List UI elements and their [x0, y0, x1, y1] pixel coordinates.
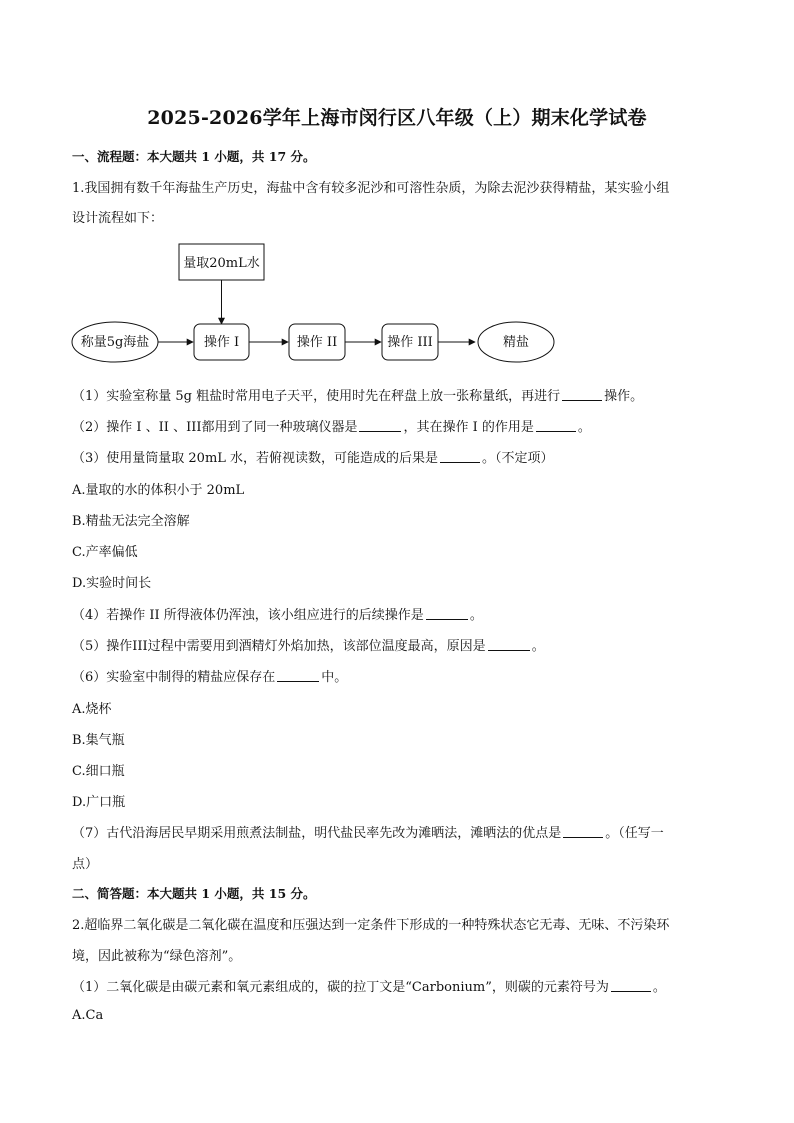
option-d: D.实验时间长: [72, 576, 152, 591]
flow-start-node: [72, 322, 158, 362]
flow-op2-label: 操作 II: [296, 335, 338, 350]
flow-start-label: 称量5g海盐: [80, 335, 150, 350]
answer-blank[interactable]: [359, 419, 401, 432]
flow-op3-label: 操作 III: [387, 335, 433, 350]
flow-end-node: [478, 322, 554, 362]
question-1-part-6: （6）实验室中制得的精盐应保存在 中。: [72, 670, 348, 685]
flow-end-label: 精盐: [502, 335, 530, 350]
answer-blank[interactable]: [562, 388, 602, 401]
question-2-part-1: （1）二氧化碳是由碳元素和氧元素组成的，碳的拉丁文是“Carbonium”，则碳的元素符号为 。: [72, 980, 666, 995]
answer-blank[interactable]: [277, 669, 319, 682]
section-header-2: 二、简答题：本大题共 1 小题，共 15 分。: [72, 886, 316, 901]
answer-blank[interactable]: [426, 607, 468, 620]
question-1-part-1: （1）实验室称量 5g 粗盐时常用电子天平，使用时先在秤盘上放一张称量纸，再进行 操作。: [72, 389, 644, 404]
question-1-part-4: （4）若操作 II 所得液体仍浑浊，该小组应进行的后续操作是 。: [72, 608, 483, 623]
option-b: B.精盐无法完全溶解: [72, 514, 190, 529]
question-1-part-3: （3）使用量筒量取 20mL 水，若俯视读数，可能造成的后果是 。（不定项）: [72, 451, 554, 466]
question-2-intro-line-2: 境，因此被称为“绿色溶剂”。: [72, 949, 242, 964]
question-1-intro-line-1: 1.我国拥有数千年海盐生产历史，海盐中含有较多泥沙和可溶性杂质，为除去泥沙获得精盐，某实验小组: [72, 181, 670, 196]
question-1-part-7: （7）古代沿海居民早期采用煎煮法制盐，明代盐民率先改为滩晒法，滩晒法的优点是 。（任写一: [72, 826, 664, 841]
flow-op1-label: 操作 I: [203, 335, 240, 350]
page-title: 2025-2026学年上海市闵行区八年级（上）期末化学试卷: [147, 107, 647, 129]
answer-blank[interactable]: [488, 638, 530, 651]
option-d: D.广口瓶: [72, 795, 126, 810]
answer-blank[interactable]: [563, 825, 603, 838]
question-1-part-5: （5）操作III过程中需要用到酒精灯外焰加热，该部位温度最高，原因是 。: [72, 639, 545, 654]
option-c: C.产率偏低: [72, 545, 138, 560]
flow-op2-node: [289, 324, 345, 360]
question-1-intro-line-2: 设计流程如下：: [72, 211, 164, 226]
flow-diagram: [60, 232, 580, 372]
option-a: A.量取的水的体积小于 20mL: [72, 483, 245, 498]
option-c: C.细口瓶: [72, 764, 125, 779]
flow-water-label: 量取20mL水: [183, 256, 260, 271]
question-2-intro-line-1: 2.超临界二氧化碳是二氧化碳在温度和压强达到一定条件下形成的一种特殊状态它无毒、无味、不污染环: [72, 918, 670, 933]
option-a: A.烧杯: [72, 702, 112, 717]
flow-water-box: [179, 244, 264, 280]
flow-op3-node: [382, 324, 438, 360]
option-a: A.Ca: [72, 1008, 104, 1023]
answer-blank[interactable]: [440, 450, 480, 463]
question-1-part-2: （2）操作 I 、II 、III都用到了同一种玻璃仪器是 ，其在操作 I 的作用是 。: [72, 420, 591, 435]
flow-op1-node: [194, 324, 249, 360]
answer-blank[interactable]: [611, 979, 651, 992]
option-b: B.集气瓶: [72, 733, 125, 748]
section-header-1: 一、流程题：本大题共 1 小题，共 17 分。: [72, 149, 316, 164]
question-1-part-7-cont: 点）: [72, 857, 99, 872]
answer-blank[interactable]: [536, 419, 576, 432]
